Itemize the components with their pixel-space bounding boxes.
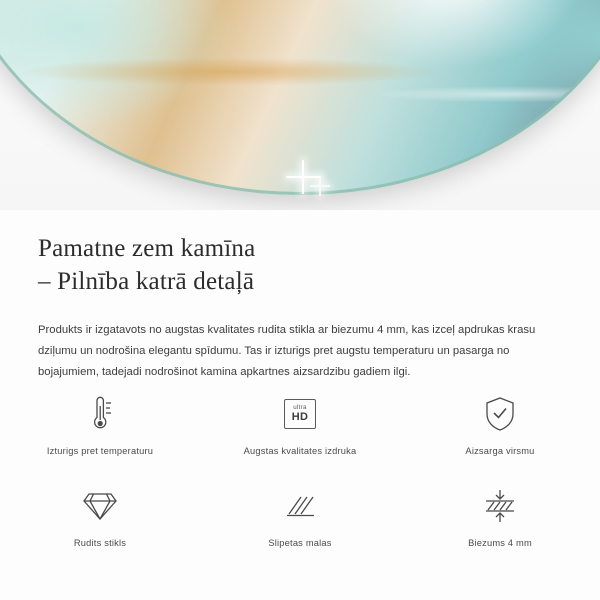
text-content: [0, 210, 600, 383]
ultra-hd-main-text: HD: [291, 410, 309, 423]
headline-line-2: – Pilnība katrā detaļā: [38, 268, 255, 295]
ultra-hd-top-text: ultra: [293, 404, 307, 412]
feature-item: [10, 392, 190, 456]
feature-item: [410, 392, 590, 456]
hero-image: [0, 0, 600, 210]
feature-label: Biezums 4 mm: [468, 538, 532, 548]
feature-item: [210, 484, 390, 548]
thermometer-icon: [81, 392, 119, 436]
feature-label: Izturigs pret temperaturu: [46, 446, 154, 456]
shield-check-icon: [482, 392, 518, 436]
feature-label: Aizsarga virsmu: [465, 446, 535, 456]
thickness-arrows-icon: [480, 484, 520, 528]
feature-item: [410, 484, 590, 548]
feature-item: [10, 484, 190, 548]
feature-label: Rudits stikls: [73, 538, 127, 548]
diamond-icon: [81, 484, 119, 528]
feature-grid: [0, 392, 600, 548]
feature-item: [210, 392, 390, 456]
page-title: [38, 232, 558, 298]
feature-label: Augstas kvalitates izdruka: [243, 446, 357, 456]
headline-line-1: Pamatne zem kamīna: [38, 235, 256, 262]
feature-label: Slipetas malas: [268, 538, 332, 548]
description-paragraph: Produkts ir izgatavots no augstas kvalitates rudita stikla ar biezumu 4 mm, kas izceļ apdrukas krasu dziļumu un nodrošina elegantu spīdumu. Tas ir izturigs pret augstu temperaturu un pasarga no bojajumiem, tadejadi nodrošinot kamina apkartnes aizsardzibu gadiem ilgi.: [38, 324, 536, 378]
ultra-hd-icon: [284, 392, 316, 436]
polished-edges-icon: [281, 484, 319, 528]
